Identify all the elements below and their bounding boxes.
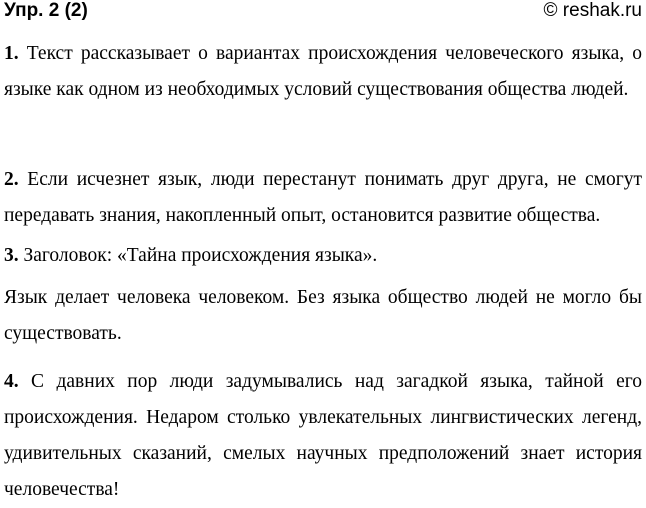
- item-number: 3.: [4, 245, 19, 266]
- page-header: [4, 0, 642, 26]
- answer-paragraph-1: [4, 36, 642, 108]
- answer-paragraph-3-continued: [4, 280, 642, 352]
- item-number: 4.: [4, 371, 19, 392]
- item-text: Если исчезнет язык, люди перестанут понимать друг друга, не смогут передавать знания, накопленный опыт, остановится развитие общества.: [4, 169, 643, 226]
- copyright-label: © reshak.ru: [543, 0, 642, 21]
- answer-paragraph-3: [4, 238, 642, 274]
- item-number: 1.: [4, 43, 19, 64]
- answer-paragraph-4: [4, 364, 642, 508]
- item-number: 2.: [4, 169, 19, 190]
- item-text: Язык делает человека человеком. Без языка общество людей не могло бы существовать.: [4, 287, 642, 344]
- answer-paragraph-2: [4, 162, 642, 234]
- exercise-title: Упр. 2 (2): [4, 0, 88, 21]
- item-text: С давних пор люди задумывались над загадкой языка, тайной его происхождения. Недаром столько увлекательных лингвистических легенд, удивительных сказаний, смелых научных предположений знает история человечества!: [4, 371, 643, 500]
- item-text: Текст рассказывает о вариантах происхождения человеческого языка, о языке как одном из необходимых условий существования общества людей.: [4, 43, 642, 100]
- item-text: Заголовок: «Тайна происхождения языка».: [23, 245, 378, 266]
